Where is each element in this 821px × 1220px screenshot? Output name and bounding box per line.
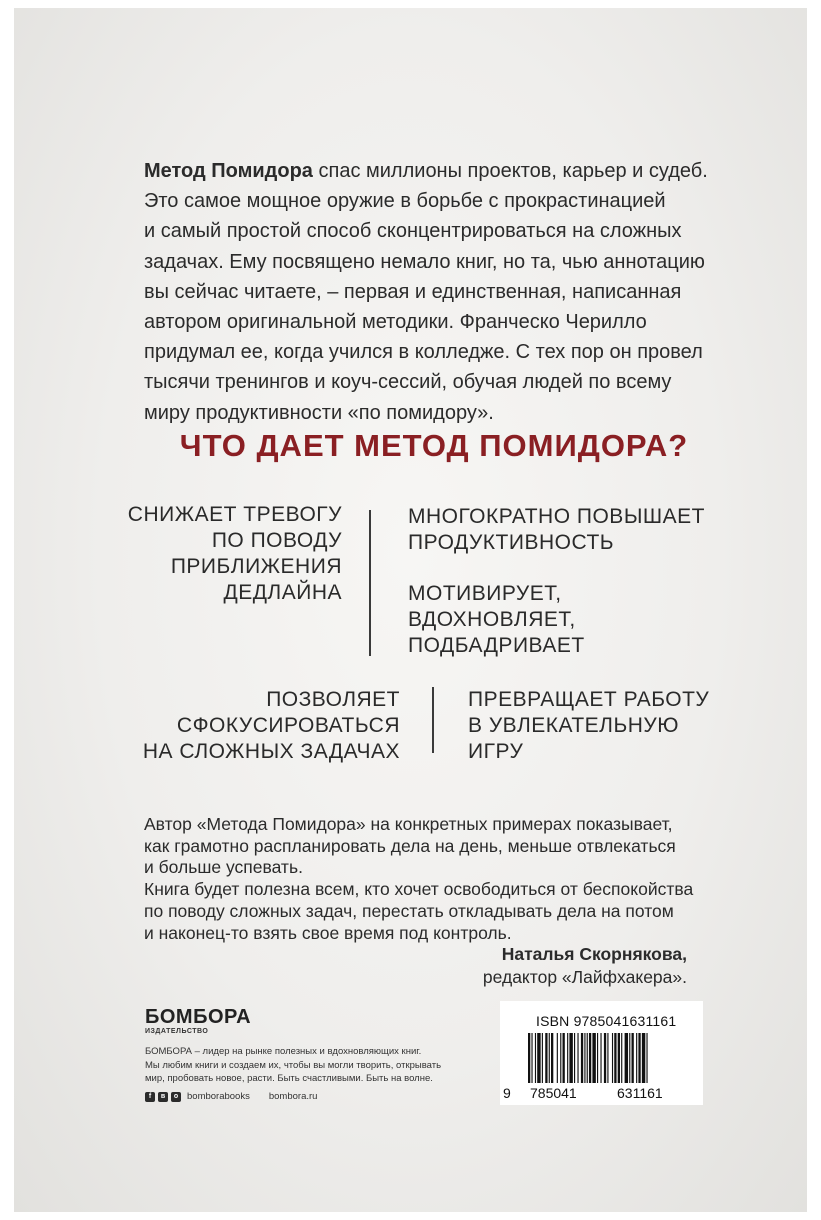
intro-line: придумал ее, когда учился в колледже. С тех пор он провел (144, 341, 703, 364)
publisher-social-links (145, 1091, 317, 1102)
benefit-line: СФОКУСИРОВАТЬСЯ (176, 714, 400, 737)
intro-line: задачах. Ему посвящено немало книг, но та, чью аннотацию (144, 250, 705, 273)
isbn-barcode (500, 1001, 703, 1105)
publisher-website: bombora.ru (268, 1091, 318, 1102)
benefit-line: ПРИБЛИЖЕНИЯ (170, 555, 342, 578)
review-author-role: редактор «Лайфхакера». (482, 967, 687, 987)
publisher-text-line: мир, пробовать новое, расти. Быть счастливыми. Быть на волне. (145, 1073, 433, 1084)
publisher-description (145, 1045, 475, 1086)
publisher-text-line: Мы любим книги и создаем их, чтобы вы могли творить, открывать (145, 1059, 442, 1071)
review-line: как грамотно распланировать дела на день, меньше отвлекаться (144, 835, 676, 856)
barcode-bar (528, 1033, 530, 1083)
benefit-productivity (408, 504, 705, 556)
vk-icon: в (158, 1092, 168, 1102)
barcode-digits-right: 631161 (617, 1085, 663, 1101)
benefit-line: В УВЛЕКАТЕЛЬНУЮ (468, 714, 679, 737)
barcode-bar (636, 1033, 637, 1083)
review-line: Автор «Метода Помидора» на конкретных примерах показывает, (144, 814, 673, 834)
barcode-bar (592, 1033, 595, 1083)
barcode-bar (607, 1033, 608, 1083)
benefit-line: МОТИВИРУЕТ, (408, 582, 562, 605)
barcode-bar (569, 1033, 572, 1083)
benefit-focus (110, 687, 400, 765)
benefit-line: ПОЗВОЛЯЕТ (266, 688, 400, 711)
barcode-bar (574, 1033, 575, 1083)
barcode-bar (597, 1033, 598, 1083)
barcode-bar (542, 1033, 543, 1083)
facebook-icon: f (145, 1092, 155, 1102)
benefit-motivation (408, 581, 585, 659)
intro-bold-lead: Метод Помидора (144, 160, 313, 182)
barcode-bar (567, 1033, 568, 1083)
barcode-bar (587, 1033, 588, 1083)
intro-line: автором оригинальной методики. Франческо Черилло (144, 311, 647, 334)
barcode-bar (560, 1033, 561, 1083)
barcode-bar (557, 1033, 558, 1083)
barcode-bar (625, 1033, 628, 1083)
review-signature (483, 943, 687, 989)
barcode-bar (535, 1033, 536, 1083)
barcode-bar (642, 1033, 645, 1083)
review-line: по поводу сложных задач, перестать откладывать дела на потом (144, 900, 674, 921)
publisher-logo-text: БОМБОРА (145, 1006, 252, 1028)
intro-line: Это самое мощное оружие в борьбе с прокрастинацией (144, 190, 666, 213)
benefit-line: ПО ПОВОДУ (211, 529, 342, 552)
benefit-line: ДЕДЛАЙНА (223, 581, 342, 604)
benefit-line: ПОДБАДРИВАЕТ (408, 634, 585, 657)
barcode-bar (638, 1033, 640, 1083)
barcode-bar (584, 1033, 585, 1083)
benefit-reduces-anxiety (110, 502, 342, 606)
barcode-bar (600, 1033, 601, 1083)
barcode-bar (537, 1033, 540, 1083)
intro-line: спас миллионы проектов, карьер и судеб. (312, 160, 708, 182)
barcode-bar (614, 1033, 616, 1083)
intro-line: тысячи тренингов и коуч-сессий, обучая людей по всему (144, 371, 672, 394)
divider-line (369, 510, 371, 656)
barcode-bar (632, 1033, 634, 1083)
barcode-bar (618, 1033, 620, 1083)
barcode-bar (577, 1033, 578, 1083)
barcode-digit-first: 9 (503, 1085, 511, 1101)
barcode-bar (612, 1033, 613, 1083)
intro-paragraph (144, 156, 744, 428)
barcode-bars (514, 1033, 690, 1087)
section-heading: ЧТО ДАЕТ МЕТОД ПОМИДОРА? (179, 428, 689, 463)
review-line: Книга будет полезна всем, кто хочет освободиться от беспокойства (144, 879, 694, 900)
publisher-logo (145, 1006, 251, 1035)
publisher-logo-subtitle: ИЗДАТЕЛЬСТВО (145, 1028, 209, 1035)
publisher-text-line: БОМБОРА – лидер на рынке полезных и вдохновляющих книг. (145, 1046, 422, 1057)
ok-icon: о (171, 1092, 181, 1102)
barcode-bar (621, 1033, 622, 1083)
benefit-line: СНИЖАЕТ ТРЕВОГУ (127, 503, 342, 526)
intro-line: миру продуктивности «по помидору». (144, 401, 494, 424)
benefit-line: ПРОДУКТИВНОСТЬ (408, 531, 615, 554)
benefit-line: НА СЛОЖНЫХ ЗАДАЧАХ (142, 740, 400, 763)
divider-line (432, 687, 434, 753)
barcode-bar (581, 1033, 583, 1083)
barcode-bar (531, 1033, 532, 1083)
barcode-bar (551, 1033, 553, 1083)
review-paragraph (144, 814, 744, 944)
barcode-bar (604, 1033, 606, 1083)
intro-line: вы сейчас читаете, – первая и единственная, написанная (144, 280, 682, 303)
barcode-bar (563, 1033, 565, 1083)
review-line: и больше успевать. (144, 857, 303, 878)
isbn-label: ISBN 9785041631161 (536, 1013, 677, 1029)
benefit-line: МНОГОКРАТНО ПОВЫШАЕТ (408, 505, 705, 528)
barcode-bar (646, 1033, 647, 1083)
benefit-game (468, 687, 709, 765)
benefit-line: ИГРУ (468, 740, 524, 763)
intro-line: и самый простой способ сконцентрироваться на сложных (144, 220, 682, 243)
benefit-line: ПРЕВРАЩАЕТ РАБОТУ (468, 688, 710, 711)
barcode-bar (629, 1033, 630, 1083)
barcode-bar (549, 1033, 550, 1083)
barcode-bar (545, 1033, 547, 1083)
benefit-line: ВДОХНОВЛЯЕТ, (408, 608, 576, 631)
barcode-digits-left: 785041 (530, 1085, 577, 1101)
social-handle: bomborabooks (187, 1091, 250, 1102)
review-line: и наконец-то взять свое время под контроль. (144, 922, 512, 943)
review-author-name: Наталья Скорнякова, (501, 944, 687, 964)
barcode-bar (589, 1033, 591, 1083)
